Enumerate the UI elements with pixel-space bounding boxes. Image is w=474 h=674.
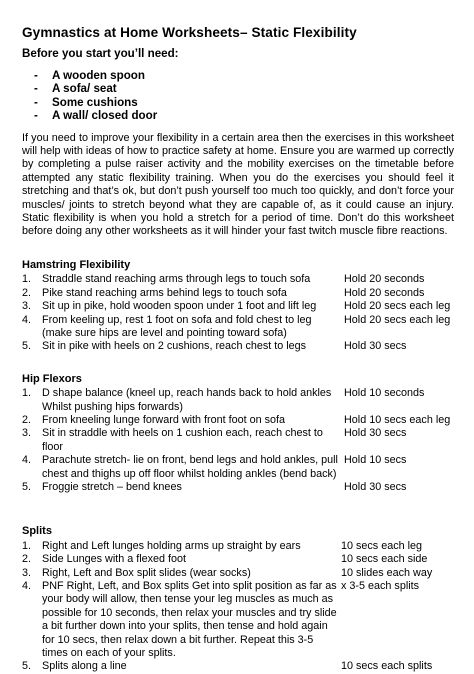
- hamstring-list: [22, 273, 454, 353]
- needs-item: - Some cushions: [34, 95, 138, 109]
- list-item: 5. Splits along a line 10 secs each splits: [22, 660, 433, 673]
- list-item: 1. Straddle stand reaching arms through legs to touch sofa Hold 20 seconds: [22, 273, 425, 286]
- section-title-hip-flexors: Hip Flexors: [22, 372, 82, 385]
- list-item: 5. Froggie stretch – bend knees Hold 30 secs: [22, 480, 407, 493]
- list-item: 3. Right, Left and Box split slides (wear socks) 10 slides each way: [22, 566, 433, 579]
- needs-list: [34, 69, 454, 123]
- intro-paragraph: If you need to improve your flexibility in a certain area then the exercises in this worksheet will help with ideas of how to practice safety at home. Ensure you are warmed up correctly by completing a pulse raiser activity and the mobility exercises on the timetable before attempted any static flexibility training. When you do the exercises you should feel it stretching and that’s ok, but don’t push yourself too much too quickly, and don’t force your muscles/ joints to stretch beyond what they are capable of, as it could cause an injury. Static flexibility is when you hold a stretch for a period of time. Don’t do this worksheet before doing any other worksheets as it will hinder your fast twitch muscle fibre reactions.: [22, 131, 454, 238]
- list-item: 4. PNF Right, Left, and Box splits Get into split position as far as your body will allow, then tense your leg muscles as much as possible for 10 seconds, then relax your muscles and try slide a bit further down into your splits, then tense and hold again for 10 secs, then relax down a bit further. Repeat this 3-5 times on each of your splits. x 3-5 each splits: [22, 580, 420, 660]
- section-title-hamstring: Hamstring Flexibility: [22, 258, 131, 271]
- list-item: 4. From keeling up, rest 1 foot on sofa and fold chest to leg (make sure hips are level and pointing toward sofa) Hold 20 secs each leg: [22, 313, 451, 339]
- page-title: Gymnastics at Home Worksheets– Static Flexibility: [22, 25, 357, 40]
- list-item: 1. Right and Left lunges holding arms up straight by ears 10 secs each leg: [22, 539, 423, 552]
- list-item: 2. From kneeling lunge forward with front foot on sofa Hold 10 secs each leg: [22, 413, 451, 426]
- list-item: 4. Parachute stretch- lie on front, bend legs and hold ankles, pull chest and thighs up off floor whilst holding ankles (bend back) Hold 10 secs: [22, 454, 407, 480]
- list-item: 2. Side Lunges with a flexed foot 10 secs each side: [22, 553, 428, 566]
- needs-item: - A wooden spoon: [34, 69, 145, 82]
- list-item: 1. D shape balance (kneel up, reach hands back to hold ankles Whilst pushing hips forwards) Hold 10 seconds: [22, 387, 425, 413]
- list-item: 2. Pike stand reaching arms behind legs to touch sofa Hold 20 seconds: [22, 286, 425, 299]
- splits-list: [22, 540, 454, 674]
- needs-item: - A wall/ closed door: [34, 109, 158, 123]
- needs-heading: Before you start you’ll need:: [22, 47, 179, 60]
- needs-item: - A sofa/ seat: [34, 82, 117, 96]
- section-title-splits: Splits: [22, 525, 52, 538]
- hip-flexors-list: [22, 387, 454, 494]
- list-item: 3. Sit in straddle with heels on 1 cushion each, reach chest to floor Hold 30 secs: [22, 427, 407, 453]
- list-item: 3. Sit up in pike, hold wooden spoon under 1 foot and lift leg Hold 20 secs each leg: [22, 300, 451, 313]
- list-item: 5. Sit in pike with heels on 2 cushions, reach chest to legs Hold 30 secs: [22, 340, 407, 353]
